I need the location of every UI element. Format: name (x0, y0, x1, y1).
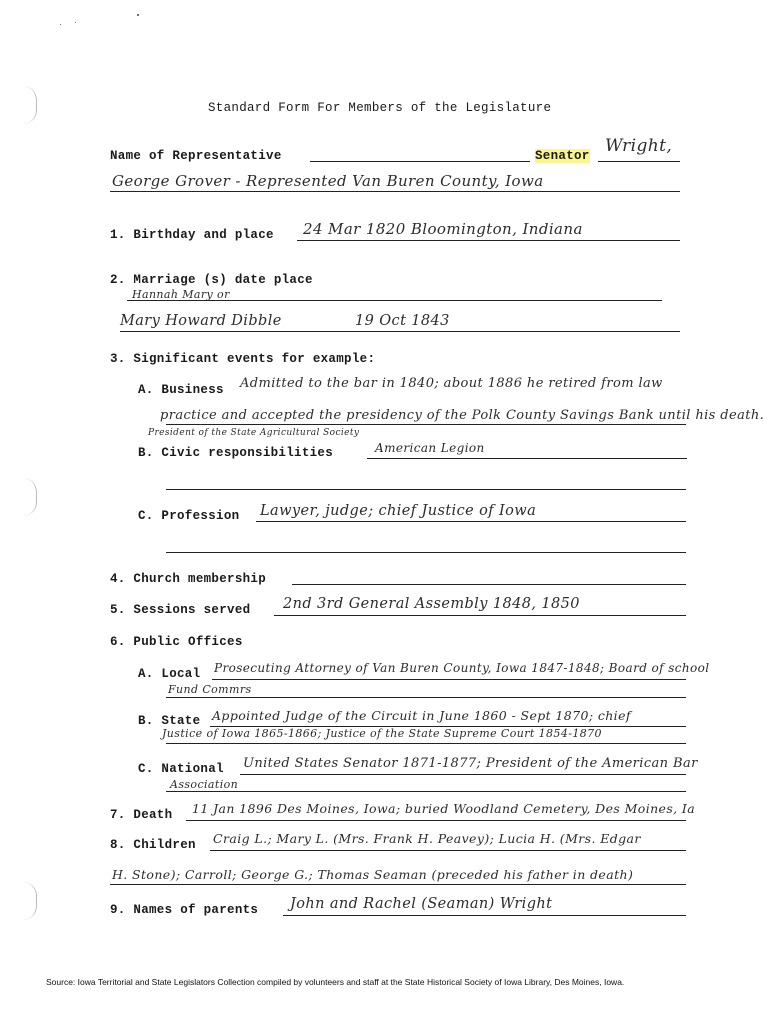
marriage-line1-rule (127, 300, 662, 301)
national-label: C. National (138, 762, 224, 776)
national-line1-handwritten: United States Senator 1871-1877; President of the American Bar (243, 756, 698, 771)
local-line2-handwritten: Fund Commrs (168, 683, 252, 696)
profession-handwritten: Lawyer, judge; chief Justice of Iowa (260, 503, 537, 519)
sessions-label: 5. Sessions served (110, 603, 251, 617)
civic-handwritten: American Legion (375, 441, 485, 455)
marriage-line1-handwritten: Hannah Mary or (132, 288, 230, 301)
profession-rule (256, 521, 686, 522)
children-label: 8. Children (110, 838, 196, 852)
sessions-rule (274, 615, 686, 616)
state-line1-handwritten: Appointed Judge of the Circuit in June 1860 - Sept 1870; chief (212, 708, 631, 723)
birthday-label: 1. Birthday and place (110, 228, 274, 242)
events-label: 3. Significant events for example: (110, 352, 376, 366)
children-line1-handwritten: Craig L.; Mary L. (Mrs. Frank H. Peavey); Lucia H. (Mrs. Edgar (213, 831, 641, 846)
name-handwritten: Wright, (605, 136, 673, 156)
scan-speck (137, 14, 139, 16)
civic-rule (367, 458, 687, 459)
children-line2-handwritten: H. Stone); Carroll; George G.; Thomas Seaman (preceded his father in death) (112, 867, 634, 882)
national-rule (240, 774, 686, 775)
local-line1-handwritten: Prosecuting Attorney of Van Buren County, Iowa 1847-1848; Board of school (214, 661, 710, 675)
sessions-handwritten: 2nd 3rd General Assembly 1848, 1850 (283, 596, 580, 612)
state-extra-rule (166, 743, 686, 744)
death-handwritten: 11 Jan 1896 Des Moines, Iowa; buried Woodland Cemetery, Des Moines, Ia (192, 801, 696, 816)
local-rule (212, 679, 686, 680)
source-citation: Source: Iowa Territorial and State Legislators Collection compiled by volunteers and staff at the State Historical Society of Iowa Library, Des Moines, Iowa. (46, 977, 625, 987)
offices-label: 6. Public Offices (110, 635, 243, 649)
local-extra-rule (166, 697, 686, 698)
name-label: Name of Representative (110, 149, 282, 163)
marriage-name-handwritten: Mary Howard Dibble (120, 313, 282, 329)
margin-mark (22, 86, 37, 124)
national-extra-rule (166, 791, 686, 792)
business-line1-handwritten: Admitted to the bar in 1840; about 1886 he retired from law (240, 376, 663, 391)
business-rule (166, 424, 686, 425)
birthday-rule (297, 240, 680, 241)
business-label: A. Business (138, 383, 224, 397)
national-line2-handwritten: Association (170, 778, 239, 791)
name-line2-rule (110, 191, 680, 192)
children-rule (210, 850, 686, 851)
senator-label: Senator (535, 149, 590, 163)
civic-extra-rule (166, 489, 686, 490)
business-line2-handwritten: practice and accepted the presidency of the Polk County Savings Bank until his death. (160, 408, 765, 423)
marriage-line2-rule (120, 331, 680, 332)
local-label: A. Local (138, 667, 201, 681)
scan-speck (75, 22, 76, 23)
parents-label: 9. Names of parents (110, 903, 259, 917)
death-label: 7. Death (110, 808, 173, 822)
church-label: 4. Church membership (110, 572, 267, 586)
parents-handwritten: John and Rachel (Seaman) Wright (290, 896, 553, 912)
business-line3-handwritten: President of the State Agricultural Society (148, 428, 360, 438)
form-title: Standard Form For Members of the Legislature (208, 101, 552, 115)
scan-speck (60, 24, 61, 25)
profession-label: C. Profession (138, 509, 240, 523)
marriage-date-handwritten: 19 Oct 1843 (355, 313, 450, 329)
death-rule (186, 820, 686, 821)
children-extra-rule (110, 884, 686, 885)
margin-mark (22, 882, 37, 920)
name-line2-handwritten: George Grover - Represented Van Buren County, Iowa (112, 172, 544, 190)
profession-extra-rule (166, 552, 686, 553)
state-line2-handwritten: Justice of Iowa 1865-1866; Justice of the State Supreme Court 1854-1870 (162, 727, 602, 740)
name-rule (310, 161, 530, 162)
parents-rule (283, 915, 686, 916)
senator-rule (598, 161, 680, 162)
marriage-label: 2. Marriage (s) date place (110, 273, 313, 287)
state-label: B. State (138, 714, 201, 728)
civic-label: B. Civic responsibilities (138, 446, 334, 460)
church-rule (292, 584, 686, 585)
birthday-handwritten: 24 Mar 1820 Bloomington, Indiana (303, 220, 583, 238)
margin-mark (22, 478, 37, 516)
